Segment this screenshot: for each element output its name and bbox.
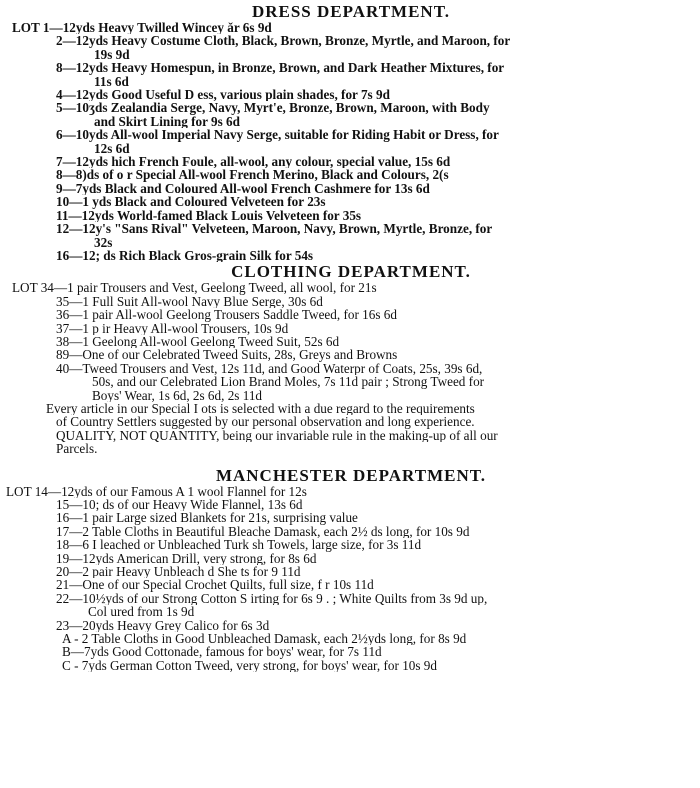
list-item: 4—12yds Good Useful D ess, various plain shades, for 7s 9d (56, 88, 390, 102)
list-item: 11—12yds World-famed Black Louis Velveteen for 35s (56, 208, 362, 223)
list-item: B—7yds Good Cottonade, famous for boys' wear, for 7s 11d (62, 645, 382, 659)
list-item: 19s 9d (94, 47, 130, 62)
paragraph-line: Every article in our Special I ots is selected with a due regard to the requirements (46, 401, 475, 416)
list-item: 10—1 yds Black and Coloured Velveteen for 23s (56, 195, 326, 209)
list-item: 32s (94, 235, 113, 249)
list-item: 35—1 Full Suit All-wool Navy Blue Serge, 30s 6d (56, 294, 323, 309)
list-item: 20—2 pair Heavy Unbleach d She ts for 9 11d (56, 565, 301, 579)
list-item: 19—12yds American Drill, very strong, for 8s 6d (56, 551, 317, 566)
list-item: 18—6 I leached or Unbleached Turk sh Towels, large size, for 3s 11d (56, 538, 422, 552)
manchester-department (6, 466, 696, 673)
list-item: 8—12yds Heavy Homespun, in Bronze, Brown, and Dark Heather Mixtures, for (56, 61, 505, 75)
list-item: 23—20yds Heavy Grey Calico for 6s 3d (56, 618, 270, 633)
paragraph-line: QUALITY, NOT QUANTITY, being our invariable rule in the making-up of all our (56, 428, 498, 443)
clothing-department-title: CLOTHING DEPARTMENT. (231, 262, 471, 282)
list-item: 17—2 Table Cloths in Beautiful Bleache Damask, each 2½ ds long, for 10s 9d (56, 524, 470, 539)
list-item: Col ured from 1s 9d (88, 605, 195, 619)
list-item: 5—10ʒds Zealandia Serge, Navy, Myrt'e, Bronze, Brown, Maroon, with Body (56, 101, 490, 115)
list-item: 16—12; ds Rich Black Gros-grain Silk for 54s (56, 248, 314, 263)
list-item: LOT 14—12yds of our Famous A 1 wool Flannel for 12s (6, 484, 307, 498)
dress-department (6, 2, 696, 262)
list-item: 6—10yds All-wool Imperial Navy Serge, suitable for Riding Habit or Dress, for (56, 128, 499, 142)
list-item: C - 7yds German Cotton Tweed, very strong, for boys' wear, for 10s 9d (62, 658, 437, 673)
list-item: 7—12yds hich French Foule, all-wool, any colour, special value, 15s 6d (56, 155, 451, 169)
dress-department-title: DRESS DEPARTMENT. (251, 2, 451, 21)
list-item: 37—1 p ir Heavy All-wool Trousers, 10s 9d (56, 321, 289, 335)
list-item: and Skirt Lining for 9s 6d (94, 114, 240, 129)
list-item: 36—1 pair All-wool Geelong Trousers Saddle Tweed, for 16s 6d (56, 308, 397, 322)
list-item: A - 2 Table Cloths in Good Unbleached Damask, each 2½yds long, for 8s 9d (62, 632, 467, 646)
quality-paragraph (6, 402, 696, 456)
list-item: 16—1 pair Large sized Blankets for 21s, surprising value (56, 511, 358, 525)
paragraph-line: Parcels. (56, 442, 98, 456)
list-item: 12s 6d (94, 141, 130, 156)
manchester-department-title: MANCHESTER DEPARTMENT. (215, 465, 487, 485)
list-item: 40—Tweed Trousers and Vest, 12s 11d, and Good Waterpr of Coats, 25s, 39s 6d, (56, 361, 483, 376)
list-item: LOT 1—12yds Heavy Twilled Wincey ǎr 6s 9d (12, 21, 272, 35)
list-item: 22—10½yds of our Strong Cotton S irting for 6s 9 . ; White Quilts from 3s 9d up, (56, 591, 488, 606)
list-item: 38—1 Geelong All-wool Geelong Tweed Suit, 52s 6d (56, 334, 340, 349)
list-item: Boys' Wear, 1s 6d, 2s 6d, 2s 11d (92, 388, 263, 402)
list-item: 12—12y's "Sans Rival" Velveteen, Maroon, Navy, Brown, Myrtle, Bronze, for (56, 222, 493, 236)
list-item: 50s, and our Celebrated Lion Brand Moles, 7s 11d pair ; Strong Tweed for (92, 375, 485, 389)
paragraph-line: of Country Settlers suggested by our personal observation and long experience. (56, 415, 475, 429)
list-item: 15—10; ds of our Heavy Wide Flannel, 13s 6d (56, 498, 303, 512)
list-item: 8—8)ds of o r Special All-wool French Merino, Black and Colours, 2(s (56, 168, 449, 182)
list-item: LOT 34—1 pair Trousers and Vest, Geelong Tweed, all wool, for 21s (12, 281, 377, 295)
list-item: 21—One of our Special Crochet Quilts, full size, f r 10s 11d (56, 578, 374, 592)
list-item: 11s 6d (94, 74, 129, 89)
list-item: 9—7yds Black and Coloured All-wool French Cashmere for 13s 6d (56, 181, 430, 196)
list-item: 2—12yds Heavy Costume Cloth, Black, Brown, Bronze, Myrtle, and Maroon, for (56, 34, 511, 48)
clothing-department (6, 262, 696, 455)
list-item: 89—One of our Celebrated Tweed Suits, 28s, Greys and Browns (56, 348, 398, 362)
